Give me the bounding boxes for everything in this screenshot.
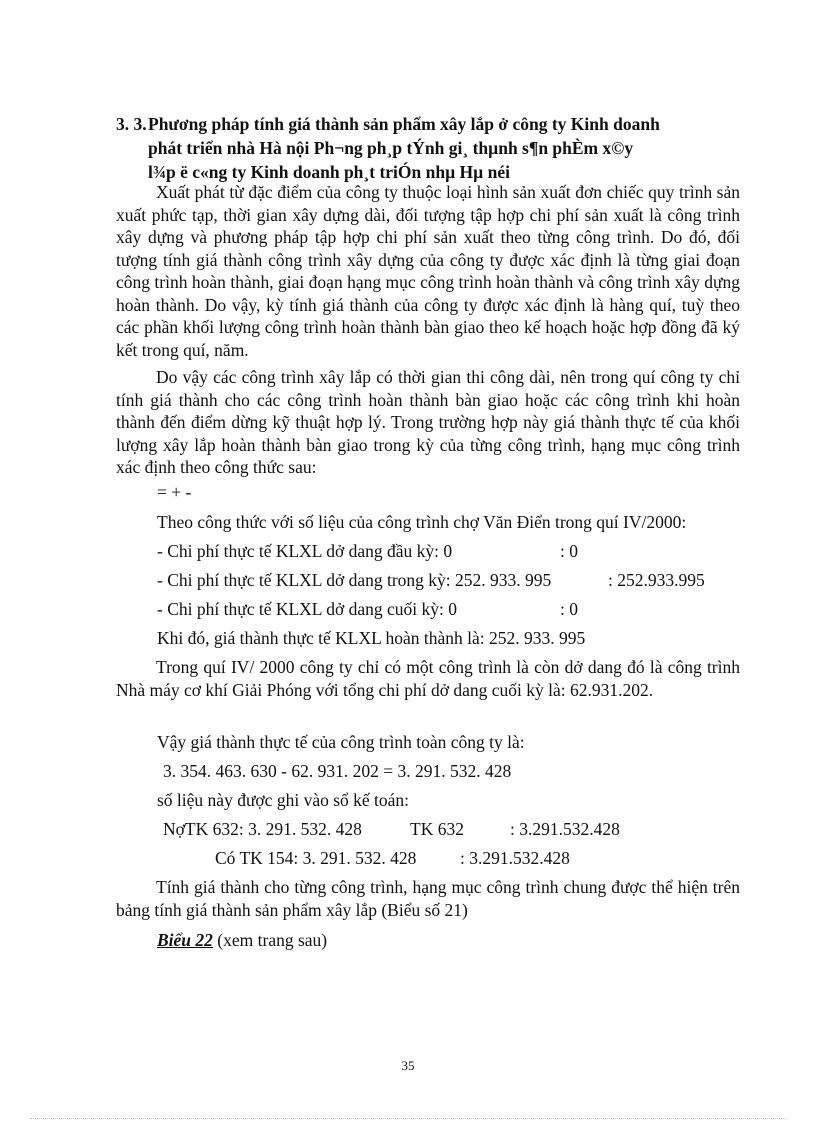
- bieu-reference: [157, 929, 327, 951]
- example-intro: Theo công thức với số liệu của công trình chợ Văn Điển trong quí IV/2000:: [157, 512, 687, 532]
- cost-item-period-value: : 252.933.995: [608, 570, 705, 590]
- bieu-label: Biểu 22: [157, 930, 213, 950]
- cost-item-closing-value: : 0: [560, 599, 578, 619]
- total-intro: Vậy giá thành thực tế của công trình toàn công ty là:: [157, 732, 525, 752]
- heading-line-2: phát triển nhà Hà nội Ph¬ng ph¸p tÝnh gi¸ thµnh s¶n phÈm x©y: [148, 138, 634, 158]
- cost-item-closing: - Chi phí thực tế KLXL dở dang cuối kỳ: 0: [157, 599, 457, 619]
- intro-paragraphs: [116, 181, 740, 484]
- heading-line-1: Phương pháp tính giá thành sản phẩm xây lắp ở công ty Kinh doanh: [148, 114, 660, 134]
- formula: = + -: [157, 482, 192, 502]
- cost-item-period: - Chi phí thực tế KLXL dở dang trong kỳ: 252. 933. 995: [157, 570, 552, 590]
- paragraph-2: Do vậy các công trình xây lắp có thời gian thi công dài, nên trong quí công ty chỉ tính giá thành cho các công trình hoàn thành bàn giao hoặc các công trình khi hoàn thành đến điểm dừng kỹ thuật hợp lý. Trong trường hợp này giá thành thực tế của khối lượng xây lắp hoàn thành bàn giao trong kỳ của từng công trình, hạng mục công trình xác định theo công thức sau:: [116, 367, 740, 477]
- ledger-debit-account: TK 632: [410, 819, 464, 839]
- section-number: 3. 3.: [116, 114, 147, 134]
- bieu-note: (xem trang sau): [212, 930, 328, 950]
- cost-item-opening: - Chi phí thực tế KLXL dở dang đầu kỳ: 0: [157, 541, 453, 561]
- paragraph-3-block: [116, 656, 740, 706]
- heading-line-3: l¾p ë c«ng ty Kinh doanh ph¸t triÓn nhµ Hµ néi: [148, 162, 510, 182]
- paragraph-1: Xuất phát từ đặc điểm của công ty thuộc loại hình sản xuất đơn chiếc quy trình sản xuất phức tạp, thời gian xây dựng dài, đối tượng tập hợp chi phí sản xuất là công trình xây dựng và phương pháp tập hợp chi phí sản xuất theo từng công trình. Do đó, đối tượng tính giá thành công trình xây dựng của công ty được xác định là từng giai đoạn công trình hoàn thành, giai đoạn hạng mục công trình hoàn thành và công trình xây dựng hoàn thành. Do vậy, kỳ tính giá thành của công ty được xác định là hàng quí, tuỳ theo các phần khối lượng công trình hoàn thành bàn giao theo kế hoạch hoặc hợp đồng đã ký kết trong quí, năm.: [116, 182, 740, 360]
- ledger-credit-value: : 3.291.532.428: [460, 848, 570, 868]
- result-line: Khi đó, giá thành thực tế KLXL hoàn thành là: 252. 933. 995: [157, 628, 586, 648]
- total-calculation: 3. 354. 463. 630 - 62. 931. 202 = 3. 291. 532. 428: [163, 761, 512, 781]
- ledger-debit-value: : 3.291.532.428: [510, 819, 620, 839]
- bottom-divider: [30, 1118, 786, 1119]
- ledger-debit: NợTK 632: 3. 291. 532. 428: [163, 819, 362, 839]
- paragraph-4: Tính giá thành cho từng công trình, hạng mục công trình chung được thể hiện trên bảng tính giá thành sản phẩm xây lắp (Biểu số 21): [116, 877, 740, 920]
- paragraph-3: Trong quí IV/ 2000 công ty chỉ có một công trình là còn dở dang đó là công trình Nhà máy cơ khí Giải Phóng với tổng chi phí dở dang cuối kỳ là: 62.931.202.: [116, 657, 740, 700]
- ledger-intro: số liệu này được ghi vào sổ kế toán:: [157, 790, 410, 810]
- ledger-credit: Có TK 154: 3. 291. 532. 428: [215, 848, 417, 868]
- cost-item-opening-value: : 0: [560, 541, 578, 561]
- section-heading: [116, 112, 740, 184]
- page-number: 35: [401, 1058, 415, 1073]
- paragraph-4-block: [116, 876, 740, 926]
